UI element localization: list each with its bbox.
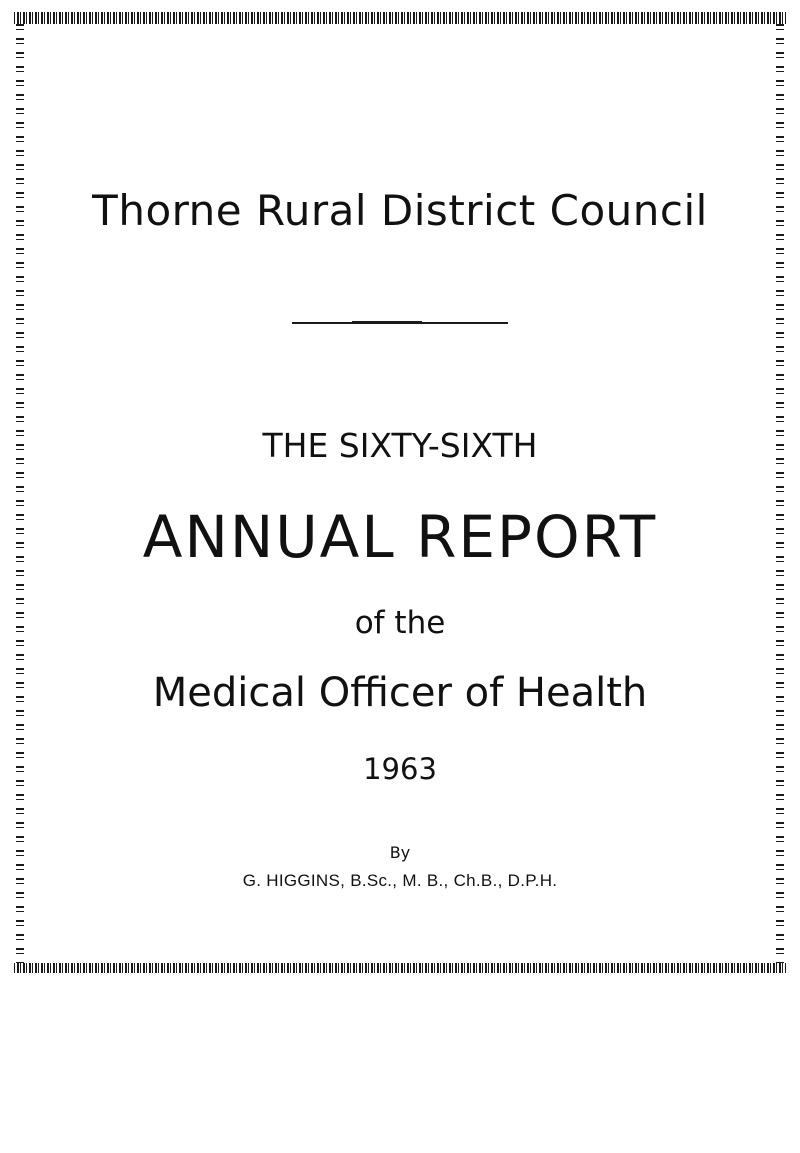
- top-border-band: [14, 12, 786, 24]
- title-divider: [292, 322, 508, 324]
- author-credit: G. HIGGINS, B.Sc., M. B., Ch.B., D.P.H.: [242, 871, 558, 890]
- by-label: By: [389, 843, 411, 862]
- council-name: Thorne Rural District Council: [92, 186, 708, 235]
- title-connector: of the: [354, 605, 446, 641]
- report-title: ANNUAL REPORT: [142, 503, 658, 571]
- report-ordinal: THE SIXTY-SIXTH: [262, 426, 538, 465]
- report-year: 1963: [363, 752, 437, 786]
- office-title: Medical Officer of Health: [152, 670, 648, 716]
- bottom-border-band: [14, 963, 786, 973]
- left-border-band: [16, 24, 24, 964]
- right-border-band: [776, 24, 784, 964]
